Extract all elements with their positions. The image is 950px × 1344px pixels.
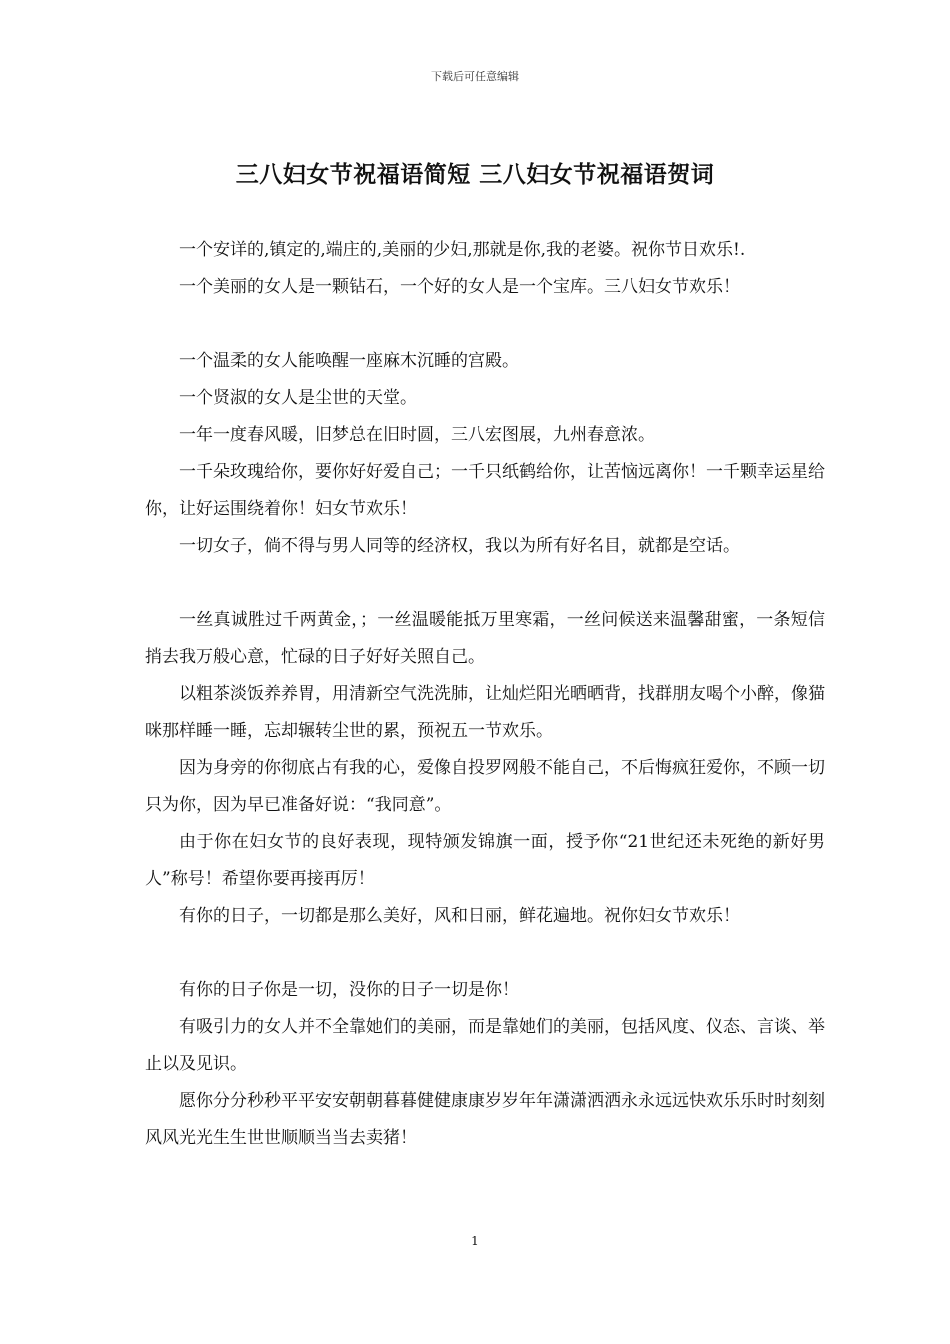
- paragraph: 愿你分分秒秒平平安安朝朝暮暮健健康康岁岁年年潇潇洒洒永永远远快欢乐乐时时刻刻风风光光生生世世顺顺当当去卖猪！: [145, 1091, 825, 1148]
- paragraph: 一年一度春风暖，旧梦总在旧时圆，三八宏图展，九州春意浓。: [179, 425, 655, 445]
- paragraph: 由于你在妇女节的良好表现，现特颁发锦旗一面，授予你“21世纪还未死绝的新好男人”称号！希望你要再接再厉！: [145, 832, 825, 889]
- header-note: 下载后可任意编辑: [431, 70, 519, 83]
- page-number: 1: [471, 1234, 479, 1248]
- paragraph: 有你的日子，一切都是那么美好，风和日丽，鲜花遍地。祝你妇女节欢乐！: [179, 906, 740, 926]
- paragraph: 一丝真诚胜过千两黄金，；一丝温暖能抵万里寒霜，一丝问候送来温馨甜蜜，一条短信捎去我万般心意，忙碌的日子好好关照自己。: [145, 610, 825, 667]
- paragraph: 一个安详的,镇定的,端庄的,美丽的少妇,那就是你,我的老婆。祝你节日欢乐!.: [179, 240, 746, 260]
- paragraph: 有你的日子你是一切，没你的日子一切是你！: [179, 980, 519, 1000]
- paragraph: 一千朵玫瑰给你，要你好好爱自己；一千只纸鹤给你，让苦恼远离你！一千颗幸运星给你，让好运围绕着你！妇女节欢乐！: [145, 462, 825, 519]
- paragraph: 以粗茶淡饭养养胃，用清新空气洗洗肺，让灿烂阳光晒晒背，找群朋友喝个小醉，像猫咪那样睡一睡，忘却辗转尘世的累，预祝五一节欢乐。: [145, 684, 825, 741]
- paragraph: 因为身旁的你彻底占有我的心，爱像自投罗网般不能自己，不后悔疯狂爱你，不顾一切只为你，因为早已准备好说：“我同意”。: [145, 758, 825, 815]
- paragraph: 一个美丽的女人是一颗钻石，一个好的女人是一个宝库。三八妇女节欢乐！: [179, 277, 740, 297]
- paragraph: 有吸引力的女人并不全靠她们的美丽，而是靠她们的美丽，包括风度、仪态、言谈、举止以及见识。: [145, 1017, 825, 1074]
- paragraph: 一个贤淑的女人是尘世的天堂。: [179, 388, 417, 408]
- paragraph: 一个温柔的女人能唤醒一座麻木沉睡的宫殿。: [179, 351, 519, 371]
- paragraph: 一切女子，倘不得与男人同等的经济权，我以为所有好名目，就都是空话。: [179, 536, 740, 556]
- document-body: [145, 232, 825, 1157]
- document-title: 三八妇女节祝福语简短 三八妇女节祝福语贺词: [235, 161, 715, 188]
